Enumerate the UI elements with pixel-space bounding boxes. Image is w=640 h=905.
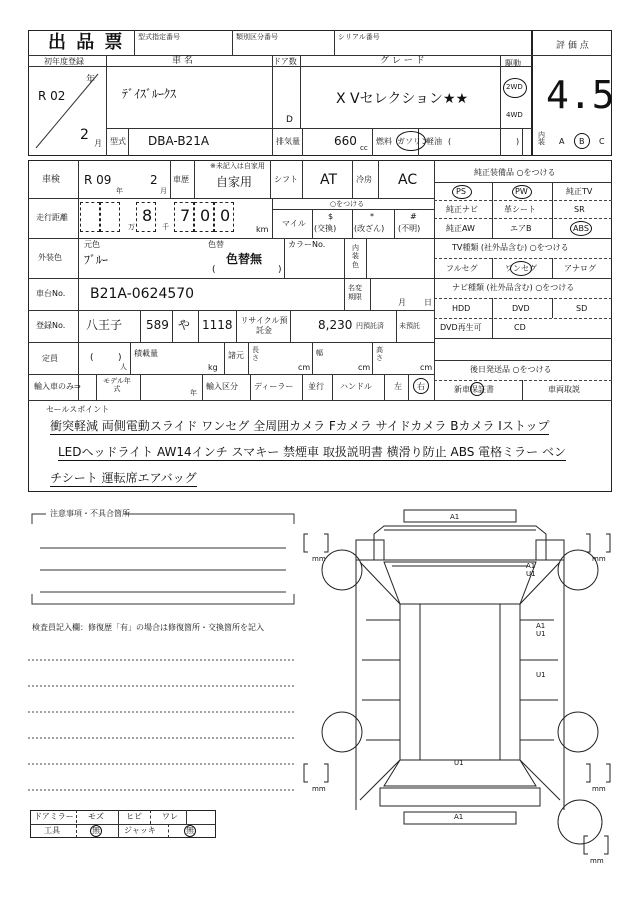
mileage-modified: (改ざん) bbox=[354, 224, 385, 233]
recycle-unit: 円預託済 bbox=[356, 322, 384, 330]
inspection-label: 車検 bbox=[42, 175, 61, 185]
handle-right: 右 bbox=[417, 382, 425, 391]
diag-u1-rear: U1 bbox=[454, 759, 464, 767]
dims-height: 高さ bbox=[376, 346, 383, 363]
interior-a: A bbox=[559, 137, 565, 146]
notes-title: 注意事項・不具合箇所 bbox=[50, 509, 130, 518]
car-name-label: 車 名 bbox=[172, 56, 193, 66]
recycle-none: 未預託 bbox=[399, 322, 420, 330]
score-value: 4.5 bbox=[546, 73, 615, 117]
shift-label: シフト bbox=[274, 175, 298, 184]
mileage-km: km bbox=[256, 225, 269, 234]
equip-leather: 革シート bbox=[504, 205, 536, 214]
color-change-value: 色替無 bbox=[226, 252, 263, 266]
car-diagram bbox=[300, 500, 640, 900]
model-value: DBA-B21A bbox=[148, 134, 210, 148]
name-change-day: 日 bbox=[424, 298, 432, 307]
parts-jack: ジャッキ bbox=[124, 826, 156, 835]
inspection-month-unit: 月 bbox=[160, 187, 167, 195]
inspection-year-unit: 年 bbox=[116, 187, 123, 195]
equip-ps: PS bbox=[456, 187, 466, 196]
inspector-lines bbox=[28, 640, 298, 800]
tv-fullseg: フルセグ bbox=[446, 264, 478, 273]
equip-navi: 純正ナビ bbox=[446, 205, 478, 214]
equip-abs: ABS bbox=[573, 224, 589, 233]
serial-label: シリアル番号 bbox=[338, 33, 380, 41]
ac-label: 冷房 bbox=[356, 175, 372, 184]
diag-mm-spare: mm bbox=[590, 857, 604, 865]
color-paren-left: ( bbox=[212, 265, 216, 275]
car-name-value: ﾃﾞｲｽﾞﾙｰｸｽ bbox=[122, 87, 177, 101]
parts-mirror-value: モズ bbox=[88, 812, 104, 821]
equip-pw: PW bbox=[515, 187, 528, 196]
notes-bracket bbox=[28, 509, 298, 608]
tv-oneseg: ワンセグ bbox=[505, 264, 537, 273]
door-d: D bbox=[286, 115, 293, 125]
fuel-paren-right: ) bbox=[516, 137, 520, 146]
fuel-diesel: 軽油 bbox=[426, 137, 442, 146]
color-change-label: 色替 bbox=[208, 240, 224, 249]
fuel-paren-left: ( bbox=[448, 137, 452, 146]
navi-dvd-play: DVD再生可 bbox=[440, 323, 482, 332]
capacity-person: 人 bbox=[120, 363, 127, 371]
mileage-circle-note: ○をつける bbox=[330, 200, 365, 208]
mileage-star: * bbox=[370, 212, 374, 221]
name-change-label: 名変期限 bbox=[348, 284, 362, 302]
history-note: ※未記入は自家用 bbox=[210, 162, 265, 170]
drive-2wd: 2WD bbox=[506, 83, 523, 91]
sales-line3: チシート 運転席エアバッグ bbox=[50, 471, 197, 485]
diag-a1-u1-door: A1 U1 bbox=[536, 622, 546, 639]
parts-hibi: ヒビ bbox=[126, 812, 142, 821]
dims-width: 幅 bbox=[316, 349, 323, 357]
diag-mm-rr: mm bbox=[592, 785, 606, 793]
ac-value: AC bbox=[398, 172, 418, 188]
mileage-exchange: (交換) bbox=[314, 224, 337, 233]
equip-aw: 純正AW bbox=[446, 224, 475, 233]
navi-dvd: DVD bbox=[512, 304, 530, 313]
mileage-unknown: (不明) bbox=[398, 224, 421, 233]
mileage-d3: 0 bbox=[200, 206, 211, 225]
parts-jack-value: 無 bbox=[186, 826, 194, 835]
model-label: 型式 bbox=[110, 137, 126, 146]
color-orig-label: 元色 bbox=[84, 240, 100, 249]
tv-analog: アナログ bbox=[564, 264, 596, 273]
diag-mm-fl: mm bbox=[312, 555, 326, 563]
navi-hdd: HDD bbox=[452, 304, 471, 313]
color-paren-right: ) bbox=[278, 265, 282, 275]
parts-tools: 工具 bbox=[44, 826, 60, 835]
shift-value: AT bbox=[320, 172, 338, 188]
grade-value: X Vセレクション★★ bbox=[336, 91, 469, 107]
mileage-dollar: $ bbox=[328, 212, 334, 221]
interior-b: B bbox=[579, 137, 585, 146]
mileage-label: 走行距離 bbox=[36, 213, 68, 222]
model-year-label: モデル年式 bbox=[103, 377, 131, 394]
import-parallel: 並行 bbox=[308, 382, 324, 391]
interior-c: C bbox=[599, 137, 605, 146]
history-label: 車歴 bbox=[173, 175, 189, 184]
int-color-label: 内装色 bbox=[352, 244, 359, 269]
fuel-gasoline: ガソリン bbox=[397, 137, 429, 146]
dims-cm3: cm bbox=[420, 363, 433, 372]
interior-label: 内装 bbox=[538, 131, 545, 146]
first-reg-year-unit: 年 bbox=[86, 75, 96, 85]
load-kg: kg bbox=[208, 363, 218, 372]
mileage-hash: # bbox=[410, 212, 417, 221]
import-label: 輸入車のみ⇒ bbox=[34, 382, 81, 391]
navi-cd: CD bbox=[514, 323, 526, 332]
capacity-label: 定員 bbox=[42, 354, 58, 363]
doors-label: ドア数 bbox=[273, 57, 297, 66]
color-label: 外装色 bbox=[38, 253, 62, 262]
inspection-era: R 09 bbox=[84, 173, 112, 187]
equip-airbag: エアB bbox=[510, 224, 532, 233]
import-dealer: ディーラー bbox=[254, 382, 294, 391]
mileage-d2: 7 bbox=[180, 206, 191, 225]
diag-mm-fr: mm bbox=[592, 555, 606, 563]
inspection-month: 2 bbox=[150, 173, 158, 187]
mileage-sen: 千 bbox=[162, 223, 169, 231]
mileage-d1: 8 bbox=[142, 206, 153, 225]
model-code-label: 型式指定番号 bbox=[138, 33, 180, 41]
sales-label: セールスポイント bbox=[46, 405, 110, 414]
dims-cm2: cm bbox=[358, 363, 371, 372]
dims-cm1: cm bbox=[298, 363, 311, 372]
displacement-value: 660 bbox=[334, 134, 357, 148]
drive-4wd: 4WD bbox=[506, 111, 523, 119]
drive-label: 駆動 bbox=[505, 59, 521, 68]
plate-label: 登録No. bbox=[36, 321, 66, 330]
diag-a1-u1-side: A1 U1 bbox=[526, 562, 536, 579]
handle-label: ハンドル bbox=[340, 382, 372, 391]
plate-class: 589 bbox=[146, 318, 169, 332]
tv-title: TV種類 (社外品含む) ○をつける bbox=[452, 243, 569, 252]
dims-length: 長さ bbox=[252, 346, 259, 363]
fuel-label: 燃料 bbox=[376, 137, 392, 146]
post-title: 後日発送品 ○をつける bbox=[470, 365, 552, 374]
parts-ware: ワレ bbox=[162, 812, 178, 821]
capacity-paren-right: ) bbox=[118, 353, 122, 363]
post-manual: 車両取説 bbox=[548, 385, 580, 394]
displacement-label: 排気量 bbox=[276, 137, 300, 146]
parts-mirror: ドアミラー bbox=[34, 812, 74, 821]
import-class-label: 輸入区分 bbox=[206, 382, 238, 391]
mileage-d4: 0 bbox=[220, 206, 231, 225]
dims-label: 諸元 bbox=[228, 351, 244, 360]
diag-u1-rear-door: U1 bbox=[536, 671, 546, 679]
color-code-label: カラーNo. bbox=[288, 240, 326, 249]
first-reg-month-unit: 月 bbox=[94, 139, 102, 148]
diag-mm-rl: mm bbox=[312, 785, 326, 793]
plate-number: 1118 bbox=[202, 318, 233, 332]
score-label: 評 価 点 bbox=[556, 41, 589, 51]
recycle-label: リサイクル預託金 bbox=[240, 316, 288, 335]
first-reg-month: 2 bbox=[80, 127, 89, 143]
plate-kana: や bbox=[178, 318, 191, 332]
mileage-mile: マイル bbox=[282, 219, 306, 228]
mileage-man: 万 bbox=[128, 223, 135, 231]
form-title: 出 品 票 bbox=[48, 32, 125, 53]
history-value: 自家用 bbox=[216, 175, 253, 189]
model-year-unit: 年 bbox=[190, 389, 197, 397]
diag-a1-bottom: A1 bbox=[454, 813, 464, 821]
grade-label: グ レ ー ド bbox=[380, 56, 425, 66]
first-reg-era: R 02 bbox=[38, 89, 66, 103]
color-orig-value: ﾌﾞﾙｰ bbox=[84, 253, 109, 267]
equip-title: 純正装備品 ○をつける bbox=[474, 168, 556, 177]
equip-sr: SR bbox=[574, 205, 585, 214]
name-change-month: 月 bbox=[398, 298, 406, 307]
navi-title: ナビ種類 (社外品含む) ○をつける bbox=[452, 283, 575, 292]
sales-line1: 衝突軽減 両側電動スライド ワンセグ 全周囲カメラ Fカメラ サイドカメラ Bカメラ Iストップ bbox=[50, 419, 550, 433]
first-reg-label: 初年度登録 bbox=[44, 57, 84, 66]
navi-sd: SD bbox=[576, 304, 588, 313]
plate-area: 八王子 bbox=[86, 318, 123, 332]
chassis-value: B21A-0624570 bbox=[90, 286, 195, 302]
capacity-paren-left: ( bbox=[90, 353, 94, 363]
parts-tools-value: 無 bbox=[92, 826, 100, 835]
equip-tv: 純正TV bbox=[566, 187, 593, 196]
diag-a1-top: A1 bbox=[450, 513, 460, 521]
recycle-value: 8,230 bbox=[318, 318, 353, 332]
load-label: 積載量 bbox=[134, 349, 158, 358]
displacement-cc: cc bbox=[360, 144, 368, 152]
class-code-label: 類別区分番号 bbox=[236, 33, 278, 41]
handle-left: 左 bbox=[394, 382, 402, 391]
inspector-note: 検査員記入欄：修復歴「有」の場合は修復箇所・交換箇所を記入 bbox=[32, 623, 264, 632]
post-warranty: 新車保証書 bbox=[454, 385, 494, 394]
chassis-label: 車台No. bbox=[36, 289, 66, 298]
sales-line2: LEDヘッドライト AW14インチ スマキー 禁煙車 取扱説明書 横滑り防止 ABS 電格ミラー ベン bbox=[58, 445, 566, 459]
